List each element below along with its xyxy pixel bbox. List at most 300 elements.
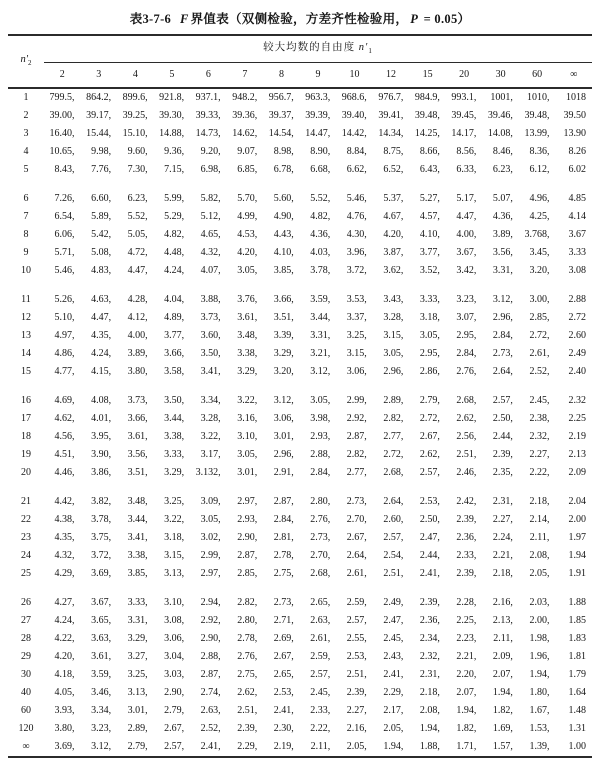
table-cell: 2.82, — [346, 449, 367, 461]
table-cell: 1.91 — [568, 568, 586, 580]
table-cell: 3.37, — [346, 312, 367, 324]
table-cell: 2.39, — [419, 597, 440, 609]
table-cell: 2.33, — [310, 705, 331, 717]
table-cell: 3.60, — [200, 330, 221, 342]
table-cell: 1010, — [526, 92, 550, 104]
table-cell: 2.53, — [346, 651, 367, 663]
table-cell: 2.86, — [419, 366, 440, 378]
table-cell: 3.63, — [91, 633, 112, 645]
table-row — [8, 529, 592, 547]
table-cell: 2.87, — [237, 550, 258, 562]
table-cell: 4.72, — [127, 247, 148, 259]
table-cell: 2.90, — [164, 687, 185, 699]
table-cell: 2.45, — [529, 395, 550, 407]
table-cell: 956.7, — [268, 92, 294, 104]
table-cell: 5.89, — [91, 211, 112, 223]
table-cell: 4.46, — [54, 467, 75, 479]
table-cell: 4.18, — [54, 669, 75, 681]
table-cell: 4.05, — [54, 687, 75, 699]
table-cell: 3.12, — [492, 294, 513, 306]
table-cell: 2.44, — [419, 550, 440, 562]
table-cell: 6.23, — [127, 193, 148, 205]
table-row — [8, 327, 592, 345]
row-header: 21 — [21, 496, 31, 508]
table-cell: 3.29, — [273, 348, 294, 360]
table-cell: 2.96, — [273, 449, 294, 461]
table-cell: 3.13, — [164, 568, 185, 580]
table-cell: 4.97, — [54, 330, 75, 342]
title-paren: （双侧检验，方差齐性检验用， — [229, 12, 409, 26]
table-cell: 14.25, — [414, 128, 440, 140]
table-cell: 3.28, — [200, 413, 221, 425]
table-cell: 3.12, — [310, 366, 331, 378]
table-cell: 7.30, — [127, 164, 148, 176]
table-cell: 2.72, — [383, 449, 404, 461]
table-cell: 3.08, — [164, 615, 185, 627]
table-cell: 3.88, — [200, 294, 221, 306]
table-cell: 3.50, — [200, 348, 221, 360]
table-cell: 2.21, — [492, 550, 513, 562]
table-cell: 2.72, — [529, 330, 550, 342]
table-cell: 5.08, — [91, 247, 112, 259]
title-main: 界值表 — [190, 12, 229, 26]
table-cell: 2.96, — [383, 366, 404, 378]
table-cell: 4.36, — [492, 211, 513, 223]
table-cell: 3.22, — [200, 431, 221, 443]
table-cell: 1001, — [490, 92, 513, 104]
table-cell: 2.34, — [419, 633, 440, 645]
table-cell: 6.06, — [54, 229, 75, 241]
table-cell: 6.23, — [492, 164, 513, 176]
table-cell: 4.14 — [568, 211, 586, 223]
table-cell: 3.03, — [164, 669, 185, 681]
table-cell: 2.19 — [568, 431, 586, 443]
table-cell: 2.73, — [492, 348, 513, 360]
table-cell: 2.50, — [419, 514, 440, 526]
table-cell: 6.02 — [568, 164, 586, 176]
table-cell: 2.78, — [273, 550, 294, 562]
table-cell: 2.72, — [419, 413, 440, 425]
table-cell: 2.68, — [383, 467, 404, 479]
table-cell: 3.46, — [91, 687, 112, 699]
table-cell: 2.62, — [419, 449, 440, 461]
table-cell: 4.35, — [91, 330, 112, 342]
table-cell: 993.1, — [451, 92, 477, 104]
row-header: 22 — [21, 514, 31, 526]
table-cell: 2.24, — [492, 532, 513, 544]
table-row — [8, 720, 592, 738]
table-cell: 2.95, — [419, 348, 440, 360]
table-cell: 3.42, — [456, 265, 477, 277]
table-cell: 3.44, — [310, 312, 331, 324]
table-row — [8, 363, 592, 381]
table-cell: 2.00, — [529, 615, 550, 627]
table-cell: 4.00, — [456, 229, 477, 241]
row-header: 29 — [21, 651, 31, 663]
table-cell: 2.38, — [529, 413, 550, 425]
table-cell: 1.81 — [568, 651, 586, 663]
table-row — [8, 291, 592, 309]
table-cell: 2.35, — [492, 467, 513, 479]
table-cell: 2.32 — [568, 395, 586, 407]
table-cell: 4.90, — [273, 211, 294, 223]
table-cell: 2.96, — [492, 312, 513, 324]
table-cell: 3.48, — [127, 496, 148, 508]
table-cell: 4.89, — [164, 312, 185, 324]
table-cell: 2.76, — [237, 651, 258, 663]
table-cell: 3.72, — [91, 550, 112, 562]
table-cell: 2.41, — [200, 741, 221, 753]
table-cell: 3.25, — [127, 669, 148, 681]
f-symbol: F — [179, 12, 189, 26]
row-header: 28 — [21, 633, 31, 645]
table-cell: 14.62, — [232, 128, 258, 140]
table-cell: 3.67, — [456, 247, 477, 259]
table-cell: 14.54, — [268, 128, 294, 140]
table-cell: 2.13 — [568, 449, 586, 461]
table-cell: 5.71, — [54, 247, 75, 259]
table-cell: 4.99, — [237, 211, 258, 223]
row-header: 11 — [21, 294, 31, 306]
table-cell: 4.63, — [91, 294, 112, 306]
table-row — [8, 666, 592, 684]
row-header: 7 — [23, 211, 29, 223]
table-cell: 5.37, — [383, 193, 404, 205]
table-cell: 2.16, — [492, 597, 513, 609]
table-cell: 8.56, — [456, 146, 477, 158]
table-cell: 3.07, — [456, 312, 477, 324]
table-cell: 9.36, — [164, 146, 185, 158]
table-cell: 2.05, — [346, 741, 367, 753]
table-cell: 4.56, — [54, 431, 75, 443]
table-row — [8, 493, 592, 511]
table-cell: 2.68, — [456, 395, 477, 407]
row-header: 3 — [23, 128, 29, 140]
row-header: 20 — [21, 467, 31, 479]
table-row — [8, 107, 592, 125]
table-cell: 3.16, — [237, 413, 258, 425]
table-cell: 2.74, — [200, 687, 221, 699]
table-cell: 6.52, — [383, 164, 404, 176]
column-header: 20 — [446, 63, 483, 89]
table-cell: 39.48, — [414, 110, 440, 122]
table-cell: 4.36, — [310, 229, 331, 241]
table-cell: 4.47, — [456, 211, 477, 223]
table-cell: 2.30, — [273, 723, 294, 735]
row-header: 2 — [23, 110, 29, 122]
group-header-label: 较大均数的自由度 — [263, 42, 359, 53]
column-header: ∞ — [555, 63, 592, 89]
table-cell: 2.44, — [492, 431, 513, 443]
column-header: 5 — [154, 63, 191, 89]
table-row — [8, 547, 592, 565]
table-cell: 2.65, — [273, 669, 294, 681]
table-cell: 5.07, — [492, 193, 513, 205]
n1-subscript: 1 — [368, 47, 373, 56]
row-header: 12 — [21, 312, 31, 324]
table-cell: 2.57, — [492, 395, 513, 407]
table-cell: 2.61, — [346, 568, 367, 580]
table-cell: 39.39, — [305, 110, 331, 122]
table-cell: 2.07, — [492, 669, 513, 681]
table-cell: 1.94, — [456, 705, 477, 717]
table-cell: 1.79 — [568, 669, 586, 681]
table-cell: 6.33, — [456, 164, 477, 176]
table-cell: 1.67, — [529, 705, 550, 717]
table-cell: 4.24, — [164, 265, 185, 277]
table-row — [8, 702, 592, 720]
table-cell: 3.13, — [127, 687, 148, 699]
table-cell: 4.24, — [91, 348, 112, 360]
table-cell: 2.93, — [237, 514, 258, 526]
row-header: 8 — [23, 229, 29, 241]
table-cell: 4.04, — [164, 294, 185, 306]
table-cell: 39.36, — [232, 110, 258, 122]
table-cell: 4.22, — [54, 633, 75, 645]
row-header: 4 — [23, 146, 29, 158]
table-cell: 8.26 — [568, 146, 586, 158]
table-cell: 3.17, — [200, 449, 221, 461]
table-cell: 2.99, — [200, 550, 221, 562]
table-cell: 2.39, — [237, 723, 258, 735]
table-cell: 2.11, — [310, 741, 331, 753]
group-gap — [8, 583, 592, 594]
table-cell: 3.51, — [127, 467, 148, 479]
table-cell: 2.45, — [383, 633, 404, 645]
table-cell: 14.34, — [378, 128, 404, 140]
table-cell: 3.69, — [54, 741, 75, 753]
table-cell: 3.34, — [91, 705, 112, 717]
row-header: 17 — [21, 413, 31, 425]
table-cell: 3.67 — [568, 229, 586, 241]
table-cell: 4.65, — [200, 229, 221, 241]
table-cell: 2.55, — [346, 633, 367, 645]
table-cell: 2.64, — [383, 496, 404, 508]
table-cell: 2.39, — [456, 568, 477, 580]
table-cell: 6.54, — [54, 211, 75, 223]
table-cell: 3.41, — [127, 532, 148, 544]
table-cell: 2.73, — [273, 597, 294, 609]
table-cell: 14.08, — [487, 128, 513, 140]
table-cell: 2.36, — [456, 532, 477, 544]
table-row — [8, 244, 592, 262]
table-cell: 3.01, — [273, 431, 294, 443]
table-cell: 4.24, — [54, 615, 75, 627]
table-cell: 8.84, — [346, 146, 367, 158]
table-cell: 1.31 — [568, 723, 586, 735]
table-cell: 14.73, — [195, 128, 221, 140]
table-cell: 3.06, — [346, 366, 367, 378]
table-row — [8, 511, 592, 529]
table-cell: 2.63, — [310, 615, 331, 627]
table-cell: 1.64 — [568, 687, 586, 699]
table-cell: 3.06, — [273, 413, 294, 425]
table-cell: 3.18, — [164, 532, 185, 544]
table-cell: 3.15, — [346, 348, 367, 360]
table-cell: 3.61, — [91, 651, 112, 663]
table-cell: 3.80, — [54, 723, 75, 735]
table-cell: 3.89, — [127, 348, 148, 360]
table-cell: 948.2, — [232, 92, 258, 104]
table-cell: 2.79, — [419, 395, 440, 407]
table-cell: 3.05, — [419, 330, 440, 342]
table-cell: 2.57, — [419, 467, 440, 479]
table-cell: 1.39, — [529, 741, 550, 753]
table-cell: 2.51, — [456, 449, 477, 461]
table-cell: 2.51, — [237, 705, 258, 717]
table-cell: 2.62, — [237, 687, 258, 699]
table-cell: 2.80, — [310, 496, 331, 508]
table-cell: 3.20, — [529, 265, 550, 277]
table-cell: 2.90, — [200, 633, 221, 645]
table-cell: 3.66, — [164, 348, 185, 360]
row-header: 9 — [23, 247, 29, 259]
table-cell: 1018 — [566, 92, 586, 104]
table-cell: 2.76, — [310, 514, 331, 526]
table-cell: 6.43, — [419, 164, 440, 176]
table-cell: 3.08 — [568, 265, 586, 277]
row-header: 1 — [23, 92, 29, 104]
table-cell: 15.10, — [122, 128, 148, 140]
table-cell: 1.94, — [383, 741, 404, 753]
table-cell: 6.12, — [529, 164, 550, 176]
row-header: 10 — [21, 265, 31, 277]
table-row — [8, 125, 592, 143]
table-cell: 39.25, — [122, 110, 148, 122]
table-cell: 2.03, — [529, 597, 550, 609]
table-cell: 2.79, — [127, 741, 148, 753]
table-cell: 2.22, — [310, 723, 331, 735]
table-cell: 2.71, — [273, 615, 294, 627]
table-cell: 4.12, — [127, 312, 148, 324]
table-cell: 5.29, — [164, 211, 185, 223]
table-cell: 3.05, — [200, 514, 221, 526]
table-cell: 3.12, — [273, 395, 294, 407]
table-cell: 2.41, — [273, 705, 294, 717]
table-cell: 3.25, — [164, 496, 185, 508]
n1-symbol: n′ — [358, 42, 369, 53]
table-cell: 2.36, — [419, 615, 440, 627]
table-cell: 3.48, — [237, 330, 258, 342]
table-cell: 2.92, — [346, 413, 367, 425]
table-cell: 2.57, — [310, 669, 331, 681]
table-cell: 2.09 — [568, 467, 586, 479]
table-cell: 2.13, — [492, 615, 513, 627]
column-header: 3 — [81, 63, 118, 89]
table-row — [8, 226, 592, 244]
table-cell: 3.93, — [54, 705, 75, 717]
table-cell: 2.82, — [383, 413, 404, 425]
table-cell: 3.768, — [524, 229, 550, 241]
table-cell: 2.76, — [456, 366, 477, 378]
table-cell: 2.79, — [164, 705, 185, 717]
table-cell: 3.05, — [237, 265, 258, 277]
table-cell: 3.20, — [273, 366, 294, 378]
table-cell: 2.42, — [456, 496, 477, 508]
table-cell: 2.20, — [456, 669, 477, 681]
table-cell: 8.98, — [273, 146, 294, 158]
table-cell: 5.70, — [237, 193, 258, 205]
table-cell: 2.61, — [529, 348, 550, 360]
table-cell: 2.51, — [383, 568, 404, 580]
table-cell: 4.96, — [529, 193, 550, 205]
table-cell: 3.23, — [456, 294, 477, 306]
table-cell: 2.32, — [529, 431, 550, 443]
table-cell: 3.34, — [200, 395, 221, 407]
table-cell: 39.17, — [86, 110, 112, 122]
table-cell: 3.44, — [164, 413, 185, 425]
table-cell: 3.43, — [383, 294, 404, 306]
n2-symbol: n′ — [20, 54, 29, 65]
table-cell: 2.91, — [273, 467, 294, 479]
table-cell: 1.53, — [529, 723, 550, 735]
table-cell: 2.31, — [492, 496, 513, 508]
table-cell: 4.82, — [310, 211, 331, 223]
table-cell: 2.41, — [383, 669, 404, 681]
table-cell: 2.94, — [200, 597, 221, 609]
table-cell: 8.36, — [529, 146, 550, 158]
table-cell: 2.08, — [419, 705, 440, 717]
table-cell: 2.60 — [568, 330, 586, 342]
table-cell: 2.57, — [346, 615, 367, 627]
table-cell: 3.12, — [91, 741, 112, 753]
p-symbol: P — [410, 12, 419, 26]
table-cell: 3.09, — [200, 496, 221, 508]
table-cell: 4.10, — [273, 247, 294, 259]
table-cell: 2.89, — [383, 395, 404, 407]
table-cell: 2.89, — [127, 723, 148, 735]
table-cell: 4.57, — [419, 211, 440, 223]
table-cell: 1.00 — [568, 741, 586, 753]
table-cell: 2.05, — [529, 568, 550, 580]
table-cell: 2.56, — [456, 431, 477, 443]
table-cell: 39.30, — [159, 110, 185, 122]
table-cell: 3.15, — [164, 550, 185, 562]
table-cell: 2.70, — [346, 514, 367, 526]
table-cell: 3.29, — [164, 467, 185, 479]
table-cell: 2.27, — [529, 449, 550, 461]
table-cell: 4.07, — [200, 265, 221, 277]
table-cell: 9.60, — [127, 146, 148, 158]
table-cell: 2.73, — [346, 496, 367, 508]
table-cell: 3.38, — [127, 550, 148, 562]
table-cell: 2.39, — [492, 449, 513, 461]
column-header: 15 — [409, 63, 446, 89]
table-cell: 3.77, — [419, 247, 440, 259]
table-cell: 2.49, — [383, 597, 404, 609]
table-cell: 2.47, — [383, 615, 404, 627]
table-cell: 14.47, — [305, 128, 331, 140]
table-cell: 2.57, — [383, 532, 404, 544]
group-gap — [8, 482, 592, 493]
table-cell: 2.72 — [568, 312, 586, 324]
table-cell: 864.2, — [86, 92, 112, 104]
table-cell: 2.19, — [273, 741, 294, 753]
table-row — [8, 428, 592, 446]
table-row — [8, 392, 592, 410]
table-cell: 2.84, — [492, 330, 513, 342]
table-cell: 4.35, — [54, 532, 75, 544]
table-row — [8, 161, 592, 179]
table-cell: 2.67, — [273, 651, 294, 663]
table-cell: 9.07, — [237, 146, 258, 158]
table-cell: 3.85, — [127, 568, 148, 580]
column-header: 60 — [519, 63, 556, 89]
table-cell: 937.1, — [195, 92, 221, 104]
table-cell: 9.98, — [91, 146, 112, 158]
table-cell: 2.39, — [346, 687, 367, 699]
table-row — [8, 262, 592, 280]
